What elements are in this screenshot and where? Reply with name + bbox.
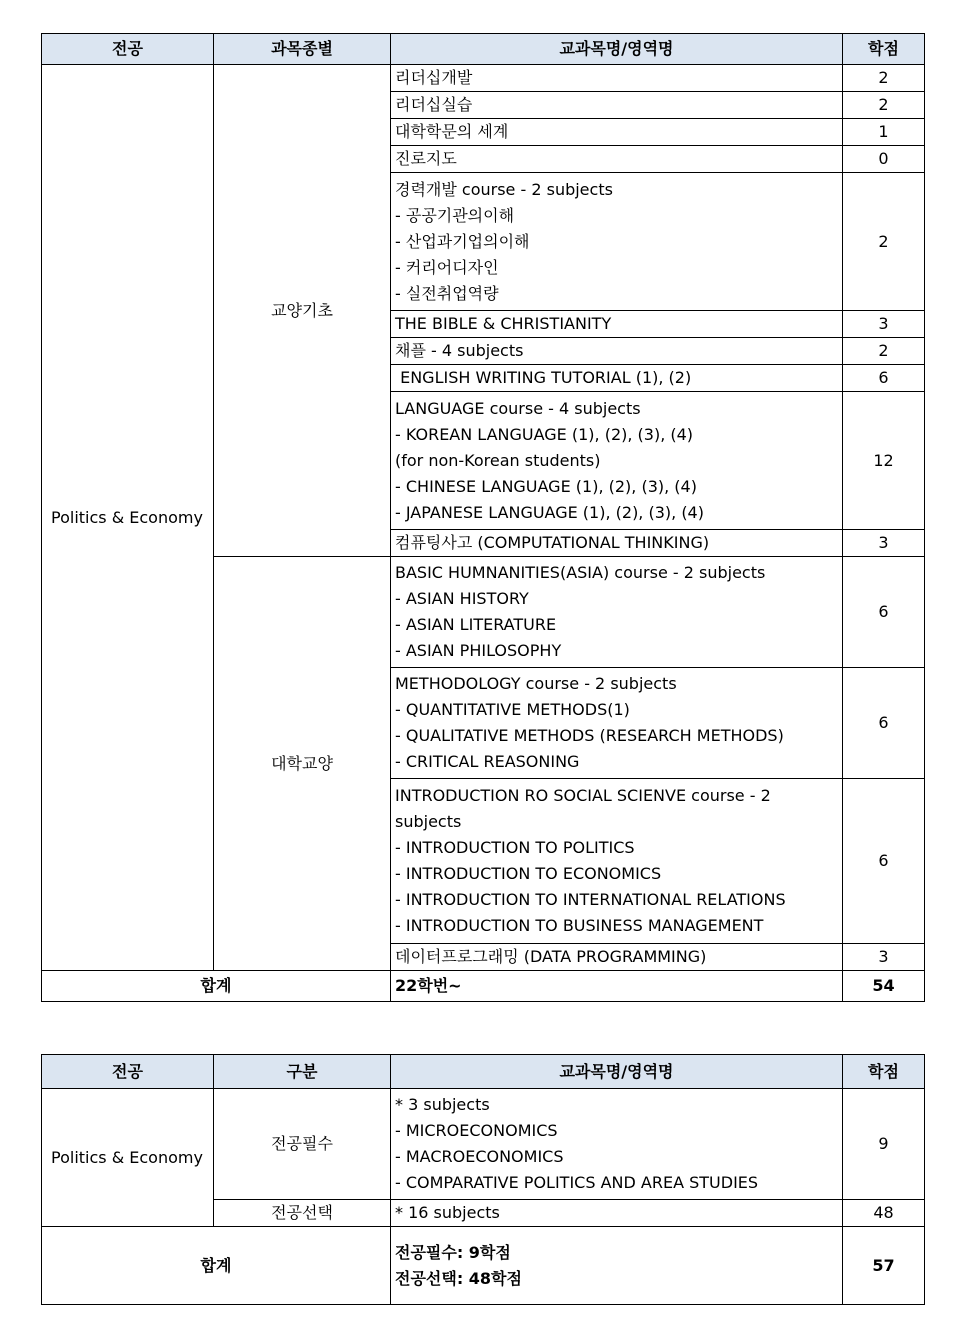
header-course-name: 교과목명/영역명 xyxy=(391,1055,843,1089)
course-cell xyxy=(391,557,843,668)
course-cell xyxy=(391,65,843,92)
total-note: 22학번~ xyxy=(391,971,843,1002)
course-cell xyxy=(391,530,843,557)
header-division: 구분 xyxy=(214,1055,391,1089)
course-cell xyxy=(391,944,843,971)
header-major: 전공 xyxy=(42,34,214,65)
course-line: 채플 - 4 subjects xyxy=(395,341,524,360)
course-line: 데이터프로그래밍 (DATA PROGRAMMING) xyxy=(395,947,707,966)
category-cell-university-general: 대학교양 xyxy=(214,557,391,971)
header-credits: 학점 xyxy=(843,1055,925,1089)
course-cell xyxy=(391,392,843,530)
credit-cell: 6 xyxy=(843,779,925,944)
curriculum-table-major xyxy=(41,1054,925,1305)
course-line: subjects xyxy=(395,812,462,831)
course-line: LANGUAGE course - 4 subjects xyxy=(395,398,641,418)
course-line: - 공공기관의이해 xyxy=(395,205,515,225)
course-line: 경력개발 course - 2 subjects xyxy=(395,179,613,199)
course-line: - 커리어디자인 xyxy=(395,257,499,277)
course-line: * 16 subjects xyxy=(395,1203,500,1222)
course-line: - 실전취업역량 xyxy=(395,283,499,303)
total-line: 전공필수: 9학점 xyxy=(395,1242,511,1262)
header-credits: 학점 xyxy=(843,34,925,65)
course-cell xyxy=(391,1200,843,1227)
course-line: - QUALITATIVE METHODS (RESEARCH METHODS) xyxy=(395,726,784,745)
course-line: - JAPANESE LANGUAGE (1), (2), (3), (4) xyxy=(395,502,704,522)
course-cell xyxy=(391,92,843,119)
course-line: - KOREAN LANGUAGE (1), (2), (3), (4) xyxy=(395,424,694,444)
table-row xyxy=(42,65,925,92)
credit-cell: 6 xyxy=(843,365,925,392)
credit-cell: 0 xyxy=(843,146,925,173)
course-line: 리더십개발 xyxy=(395,68,473,87)
credit-cell: 2 xyxy=(843,92,925,119)
course-line: - INTRODUCTION TO BUSINESS MANAGEMENT xyxy=(395,916,764,935)
course-cell xyxy=(391,365,843,392)
header-category: 과목종별 xyxy=(214,34,391,65)
major-cell: Politics & Economy xyxy=(42,65,214,971)
header-row xyxy=(42,34,925,65)
course-line: 진로지도 xyxy=(395,149,457,168)
credit-cell: 12 xyxy=(843,392,925,530)
course-cell xyxy=(391,779,843,944)
total-row xyxy=(42,971,925,1002)
course-line: - INTRODUCTION TO ECONOMICS xyxy=(395,864,662,883)
total-line: 전공선택: 48학점 xyxy=(395,1268,522,1288)
credit-cell: 3 xyxy=(843,944,925,971)
credit-cell: 2 xyxy=(843,338,925,365)
course-cell xyxy=(391,173,843,311)
credit-cell: 1 xyxy=(843,119,925,146)
course-line: - MICROECONOMICS xyxy=(395,1121,558,1140)
course-cell xyxy=(391,311,843,338)
credit-cell: 2 xyxy=(843,65,925,92)
course-line: - INTRODUCTION TO INTERNATIONAL RELATIONS xyxy=(395,890,786,909)
total-label: 합계 xyxy=(42,1227,391,1305)
credit-cell: 9 xyxy=(843,1089,925,1200)
course-line: (for non-Korean students) xyxy=(395,450,601,470)
total-row xyxy=(42,1227,925,1305)
course-line: ENGLISH WRITING TUTORIAL (1), (2) xyxy=(395,368,692,387)
course-line: - ASIAN HISTORY xyxy=(395,589,529,608)
course-cell xyxy=(391,668,843,779)
course-line: THE BIBLE & CHRISTIANITY xyxy=(395,314,612,333)
total-label: 합계 xyxy=(42,971,391,1002)
category-cell-major-required: 전공필수 xyxy=(214,1089,391,1200)
category-cell-major-elective: 전공선택 xyxy=(214,1200,391,1227)
course-cell xyxy=(391,146,843,173)
credit-cell: 48 xyxy=(843,1200,925,1227)
course-line: - CHINESE LANGUAGE (1), (2), (3), (4) xyxy=(395,476,697,496)
credit-cell: 2 xyxy=(843,173,925,311)
total-credit: 57 xyxy=(843,1227,925,1305)
course-line: 대학학문의 세계 xyxy=(395,122,509,141)
course-line: - CRITICAL REASONING xyxy=(395,752,580,771)
category-cell-general-basic: 교양기초 xyxy=(214,65,391,557)
header-row xyxy=(42,1055,925,1089)
credit-cell: 6 xyxy=(843,557,925,668)
header-major: 전공 xyxy=(42,1055,214,1089)
table-row xyxy=(42,1089,925,1200)
course-line: BASIC HUMNANITIES(ASIA) course - 2 subjects xyxy=(395,563,766,582)
total-credit: 54 xyxy=(843,971,925,1002)
course-line: - 산업과기업의이해 xyxy=(395,231,530,251)
header-course-name: 교과목명/영역명 xyxy=(391,34,843,65)
curriculum-table-general xyxy=(41,33,925,1002)
course-line: - ASIAN PHILOSOPHY xyxy=(395,641,562,660)
course-line: 리더십실습 xyxy=(395,95,473,114)
course-line: - COMPARATIVE POLITICS AND AREA STUDIES xyxy=(395,1173,759,1192)
course-cell xyxy=(391,338,843,365)
total-note xyxy=(391,1227,843,1305)
course-line: * 3 subjects xyxy=(395,1095,490,1114)
credit-cell: 3 xyxy=(843,311,925,338)
course-line: METHODOLOGY course - 2 subjects xyxy=(395,674,677,693)
course-line: INTRODUCTION RO SOCIAL SCIENVE course - 2 xyxy=(395,786,771,805)
major-cell: Politics & Economy xyxy=(42,1089,214,1227)
course-cell xyxy=(391,1089,843,1200)
course-line: - ASIAN LITERATURE xyxy=(395,615,557,634)
credit-cell: 6 xyxy=(843,668,925,779)
course-line: 컴퓨팅사고 (COMPUTATIONAL THINKING) xyxy=(395,533,710,552)
course-line: - MACROECONOMICS xyxy=(395,1147,564,1166)
course-cell xyxy=(391,119,843,146)
course-line: - QUANTITATIVE METHODS(1) xyxy=(395,700,630,719)
course-line: - INTRODUCTION TO POLITICS xyxy=(395,838,635,857)
credit-cell: 3 xyxy=(843,530,925,557)
